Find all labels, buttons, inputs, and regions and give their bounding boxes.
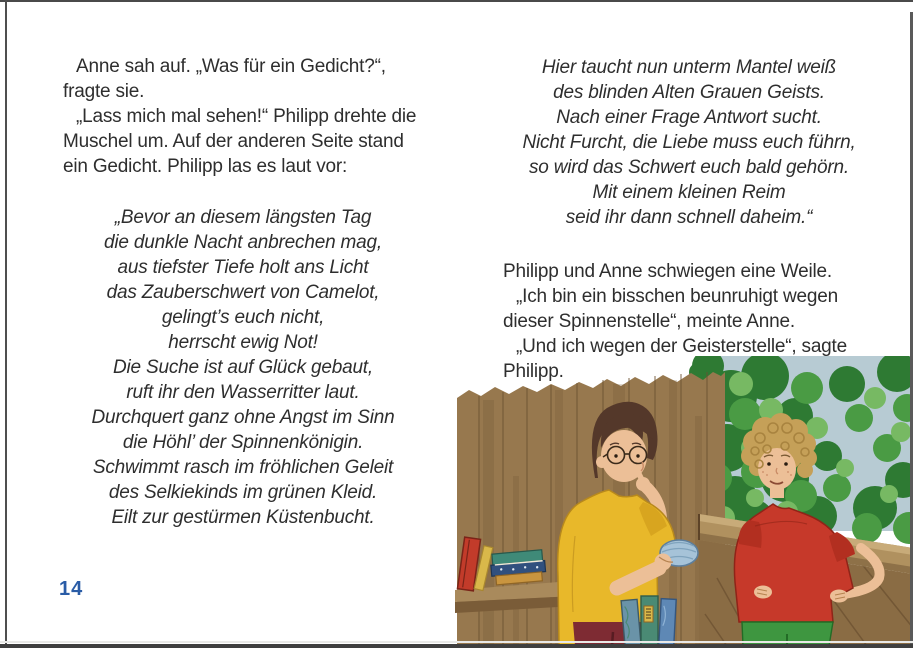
anne-neck <box>770 486 784 498</box>
left-page-poem <box>60 205 426 530</box>
poem-line: die dunkle Nacht anbrechen mag, <box>104 232 382 253</box>
poem-line: Schwimmt rasch im fröhlichen Geleit <box>92 457 394 478</box>
text-line: dieser Spinnenstelle“, meinte Anne. <box>503 311 795 332</box>
photo-edge-bottom <box>0 644 913 648</box>
poem-line: Eilt zur gestürmen Küstenbucht. <box>111 507 375 528</box>
poem-line: ruft ihr den Wasserritter laut. <box>126 382 360 403</box>
text-line: „Lass mich mal sehen!“ Philipp drehte die <box>76 106 417 127</box>
poem-line: „Bevor an diesem längsten Tag <box>114 207 372 228</box>
right-page-poem <box>498 55 880 230</box>
text-line: Muschel um. Auf der anderen Seite stand <box>63 131 404 152</box>
left-page-body-paragraphs <box>63 54 431 179</box>
poem-line: Mit einem kleinen Reim <box>592 182 786 203</box>
poem-line: Nicht Furcht, die Liebe muss euch führn, <box>522 132 856 153</box>
floor-books <box>621 596 676 646</box>
poem-line: seid ihr dann schnell daheim.“ <box>565 207 813 228</box>
poem-line: so wird das Schwert euch bald gehörn. <box>528 157 849 178</box>
poem-line: Die Suche ist auf Glück gebaut, <box>113 357 373 378</box>
text-line: Philipp und Anne schwiegen eine Weile. <box>503 261 833 282</box>
page-number: 14 <box>59 578 84 600</box>
text-line: Anne sah auf. „Was für ein Gedicht?“, <box>76 56 386 77</box>
poem-line: des Selkiekinds im grünen Kleid. <box>108 482 378 503</box>
poem-line: aus tiefster Tiefe holt ans Licht <box>117 257 369 278</box>
right-page-body-paragraphs <box>503 259 883 384</box>
philipp-ear <box>596 456 608 468</box>
poem-line: Hier taucht nun unterm Mantel weiß <box>541 57 837 78</box>
illustration-treehouse-scene <box>455 356 913 646</box>
poem-line: herrscht ewig Not! <box>168 332 318 353</box>
photo-edge-top <box>0 0 913 2</box>
photo-edge-bottom-light <box>0 641 913 643</box>
poem-line: gelingt’s euch nicht, <box>161 307 325 328</box>
book-stack <box>490 550 546 586</box>
poem-line: Nach einer Frage Antwort sucht. <box>556 107 822 128</box>
poem-line: des blinden Alten Grauen Geists. <box>553 82 825 103</box>
poem-line: die Höhl’ der Spinnenkönigin. <box>122 432 364 453</box>
text-line: Philipp. <box>503 361 564 382</box>
photo-edge-left <box>5 0 7 648</box>
text-line: fragte sie. <box>63 81 145 102</box>
text-line: „Und ich wegen der Geisterstelle“, sagte <box>516 336 847 357</box>
poem-line: Durchquert ganz ohne Angst im Sinn <box>91 407 395 428</box>
poem-line: das Zauberschwert von Camelot, <box>106 282 380 303</box>
text-line: „Ich bin ein bisschen beunruhigt wegen <box>516 286 838 307</box>
text-line: ein Gedicht. Philipp las es laut vor: <box>63 156 348 177</box>
